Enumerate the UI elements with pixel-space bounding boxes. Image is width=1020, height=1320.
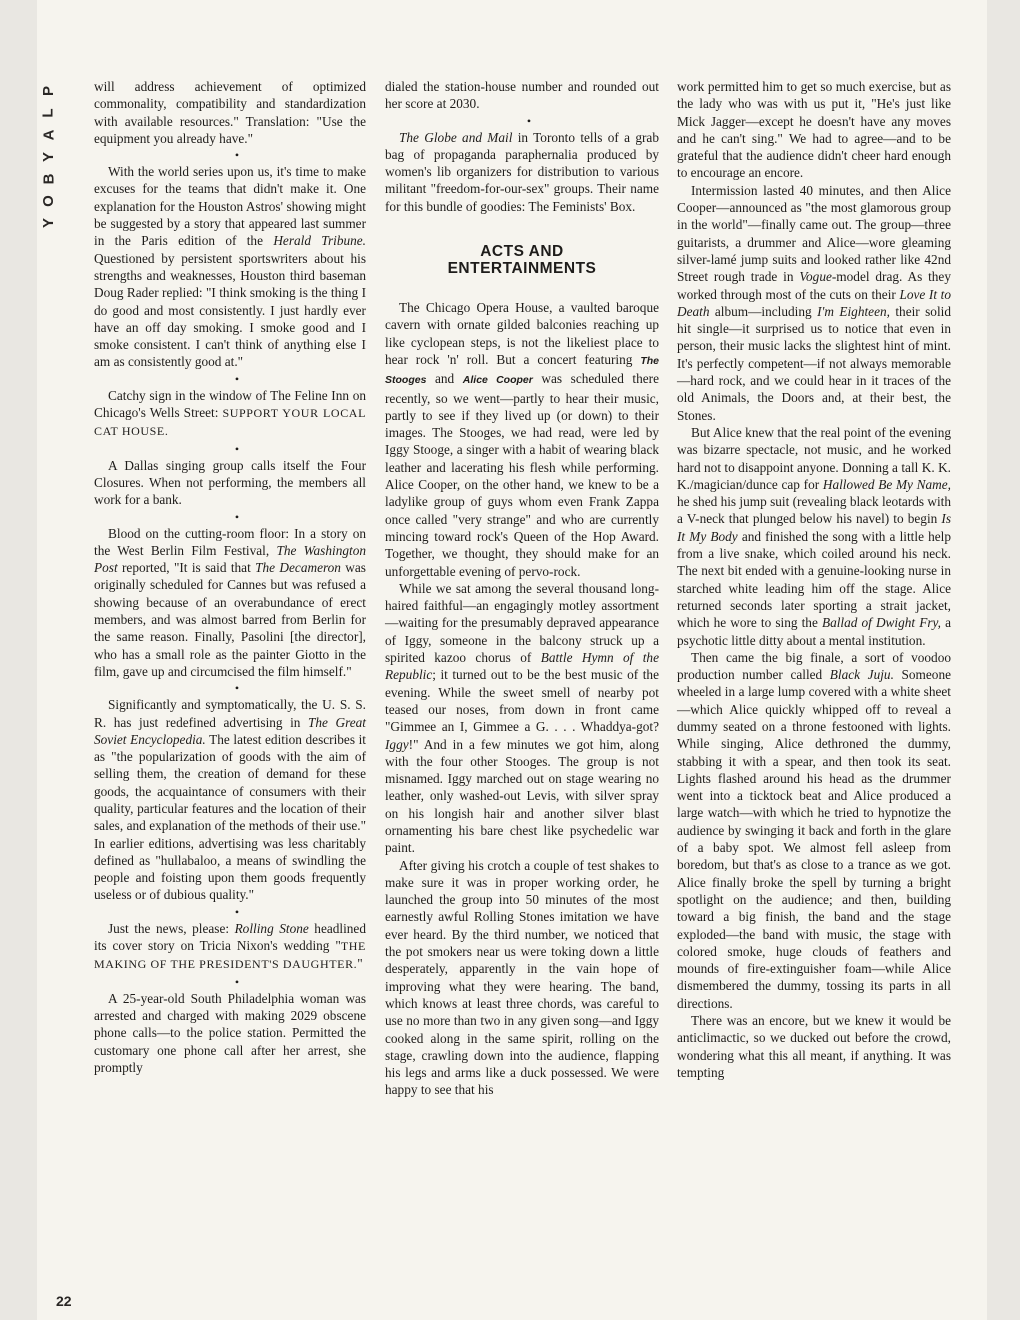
paragraph: The Globe and Mail in Toronto tells of a grab bag of propaganda paraphernalia produced by women's lib organizers for distribution to various militant "freedom-for-our-sex" groups. Their name for this bundle of goodies: The Feminists' Box. (385, 129, 659, 214)
newspaper-title: The Globe and Mail (399, 129, 513, 145)
paragraph: work permitted him to get so much exercise, but as the lady who was with us put it, "He's just like Mick Jagger—except he doesn't have any moves and he can't sing." We had to agree—and to be grateful that the audience didn't cheer hard enough to encourage an encore. (677, 79, 951, 181)
album-title: Love It to Death (677, 286, 951, 319)
item-separator: • (526, 113, 532, 128)
paragraph: After giving his crotch a couple of test shakes to make sure it was in proper working order, he launched the group into 50 minutes of the most earnestly awful Rolling Stones imitation we have ever heard. By the third number, we noticed that the pot smokers near us were toking down a little desperately, apparently in the vain hope of improving what they were hearing. The band, which knows at least three chords, was careful to use no more than two in any given song—and Iggy cooked along in the same spirit, rolling on the stage, crawling down into the audience, flapping his legs and arms like a duck possessed. We were happy to see that his (385, 857, 659, 1098)
song-title: Battle Hymn of the Republic (385, 650, 659, 683)
song-title: Hallowed Be My Name, (822, 476, 952, 492)
column-1 (94, 78, 366, 1076)
band-name: Alice Cooper (462, 374, 533, 387)
item-separator: • (234, 974, 240, 989)
item-separator: • (234, 441, 240, 456)
item-separator: • (234, 904, 240, 919)
sign-text: SUPPORT YOUR LOCAL CAT HOUSE. (94, 406, 366, 439)
side-title-letter: Y (39, 217, 57, 229)
book-title: The Great Soviet Encyclopedia. (94, 714, 366, 747)
side-title-letter: B (40, 173, 57, 185)
column-3 (677, 78, 951, 1081)
item-separator: • (234, 681, 240, 696)
paragraph: Blood on the cutting-room floor: In a story on the West Berlin Film Festival, The Washington Post reported, "It is said that The Decameron was originally scheduled for Cannes but was refused a showing because of an overabundance of erect members, and was almost barred from Berlin for the same reason. Finally, Pasolini [the director], who has a small role as the painter Giotto in the film, gave up and circumcised the film himself." (94, 525, 366, 679)
film-title: The Decameron (255, 560, 341, 576)
magazine-title: Vogue (799, 269, 832, 285)
item-separator: • (234, 371, 240, 386)
side-title-letter: Y (39, 151, 57, 163)
newspaper-title: The Washington Post (94, 542, 366, 576)
band-name: The Stooges (385, 354, 659, 387)
page-number: 22 (56, 1293, 72, 1309)
paragraph: While we sat among the several thousand long-haired faithful—an engagingly motley assortment—waiting for the presumably depraved appearance of Iggy, someone in the balcony struck up a spirited kazoo chorus of Battle Hymn of the Republic; it turned out to be the best music of the evening. While the sweet smell of nearby pot teased our noses, from down in front came "Gimmee an I, Gimmee a G. . . . Whaddya-got? Iggy!" And in a few minutes we got him, along with the four other Stooges. The group is not misnamed. Iggy marched out on stage wearing no leather, only washed-out Levis, with silver spray on his longish hair and another silver blast ornamenting his bare chest like psychedelic war paint. (385, 580, 659, 856)
side-title-letter: O (39, 195, 57, 207)
magazine-title: Rolling Stone (234, 920, 309, 936)
paragraph: will address achievement of optimized commonality, compatibility and standardization with available resources." Translation: "Use the equipment you already have." (94, 79, 366, 146)
item-separator: • (234, 148, 240, 163)
headline-text: THE MAKING OF THE PRESIDENT'S DAUGHTER. (94, 939, 366, 972)
paragraph: A Dallas singing group calls itself the Four Closures. When not performing, the members all work for a bank. (94, 457, 366, 508)
section-heading: ACTS AND ENTERTAINMENTS (447, 243, 597, 278)
paragraph: But Alice knew that the real point of the evening was bizarre spectacle, not music, and he worked hard not to disappoint anyone. Donning a tall K. K. K./magician/dunce cap for Hallowed Be My Name, he shed his jump suit (revealing black leotards with a V-neck that plunged below his navel) to begin Is It My Body and finished the song with a little help from a live snake, which coiled around his neck. The next bit ended with a genuine-looking nurse in starched white leading him off the stage. Alice returned seconds later sporting a strait jacket, which he wore to sing the Ballad of Dwight Fry, a psychotic little ditty about a mental institution. (677, 424, 952, 648)
paragraph: Catchy sign in the window of The Feline Inn on Chicago's Wells Street: SUPPORT YOUR LOCAL CAT HOUSE. (94, 387, 366, 439)
paragraph: Just the news, please: Rolling Stone headlined its cover story on Tricia Nixon's wedding "THE MAKING OF THE PRESIDENT'S DAUGHTER." (94, 920, 366, 972)
newspaper-title: Herald Tribune. (273, 233, 366, 249)
song-title: Black Juju. (829, 667, 894, 683)
paragraph: With the world series upon us, it's time to make excuses for the teams that didn't make it. One explanation for the Houston Astros' showing might be suggested by a story that appeared last summer in the Paris edition of the Herald Tribune. Questioned by persistent sportswriters about his strengths and weaknesses, Houston third baseman Doug Rader replied: "I think smoking is the thing I do good and most consistently. I just hardly ever have an off day smoking. I smoke good and I smoke consistent. I can't think of anything else I am as consistently good at." (94, 164, 366, 370)
paragraph: Intermission lasted 40 minutes, and then Alice Cooper—announced as "the most glamorous group in the world"—finally came out. The group—three guitarists, a drummer and Alice—wore gleaming silver-lamé jump suits and looked rather like 42nd Street rough trade in Vogue-model drag. As they worked through most of the cuts on their Love It to Death album—including I'm Eighteen, their solid hit single—it surprised us to notice that even in person, their music lacks the slightest hint of mint. It's perfectly competent—if not always memorable—hard rock, and we could hear in it traces of the old Animals, the Doors and, at their best, the Stones. (677, 182, 951, 423)
paragraph: The Chicago Opera House, a vaulted baroque cavern with ornate gilded balconies reaching up like cyclopean steps, is not the likeliest place to hear rock 'n' roll. But a concert featuring The Stooges and Alice Cooper was scheduled there recently, so we went—partly to hear their music, partly to see if they lived up (or down) to their images. The Stooges, we had read, were led by Iggy Stooge, a singer with a habit of wearing black leather and lacerating his flesh while performing. Alice Cooper, on the other hand, we knew to be a ladylike group of guys whom even Frank Zappa once called "very strange" and who are currently mincing toward rock's Queen of the Hop Award. Together, we thought, they should make for an unforgettable evening of pervo-rock. (385, 300, 659, 579)
paragraph: A 25-year-old South Philadelphia woman was arrested and charged with making 2029 obscene phone calls—to the police station. Permitted the customary one phone call after her arrest, she promptly (94, 990, 366, 1075)
item-separator: • (234, 509, 240, 524)
song-title: I'm Eighteen, (817, 303, 890, 319)
paragraph: Significantly and symptomatically, the U. S. S. R. has just redefined advertising in The Great Soviet Encyclopedia. The latest edition describes it as "the popularization of goods with the aim of selling them, the creation of demand for these goods, the acquaintance of consumers with their quality, particular features and the location of their sales, and explanation of the methods of their use." In earlier editions, advertising was less charitably defined as "hullabaloo, a means of swindling the people and foisting upon them goods frequently useless or of dubious quality." (94, 697, 366, 903)
song-title: Ballad of Dwight Fry, (821, 615, 942, 631)
paragraph: Then came the big finale, a sort of voodoo production number called Black Juju. Someone wheeled in a large lump covered with a white sheet—which Alice quickly whipped off to reveal a dummy seated on a throne festooned with lights. While singing, Alice dethroned the dummy, stabbing it with a spear, and then took its seat. Lights flashed around his head as the drummer went into a ticktock beat and Alice produced a large watch—with which he tried to hypnotize the audience by swinging it back and forth in the glare of a baby spot. We almost fell asleep from boredom, but that's as close to a trance as we got. Alice finally broke the spell by turning a bright spotlight on the audience; and then, building toward a big finish, the band and the stage exploded—the band with music, the stage with colored smoke, huge clouds of feathers and mounds of fire-extinguisher foam—while Alice dismembered the dummy, tossing its parts in all directions. (677, 649, 952, 1011)
column-2 (385, 78, 659, 1099)
side-title-letter: L (39, 108, 57, 118)
paragraph: There was an encore, but we knew it would be anticlimactic, so we ducked out before the crowd, wondering what this all meant, if anything. It was tempting (677, 1013, 951, 1080)
song-title: Is It My Body (677, 511, 951, 544)
paragraph: dialed the station-house number and rounded out her score at 2030. (385, 79, 659, 112)
side-title-letter: P (39, 85, 57, 97)
magazine-side-title (38, 80, 60, 234)
side-title-letter: A (40, 129, 57, 141)
